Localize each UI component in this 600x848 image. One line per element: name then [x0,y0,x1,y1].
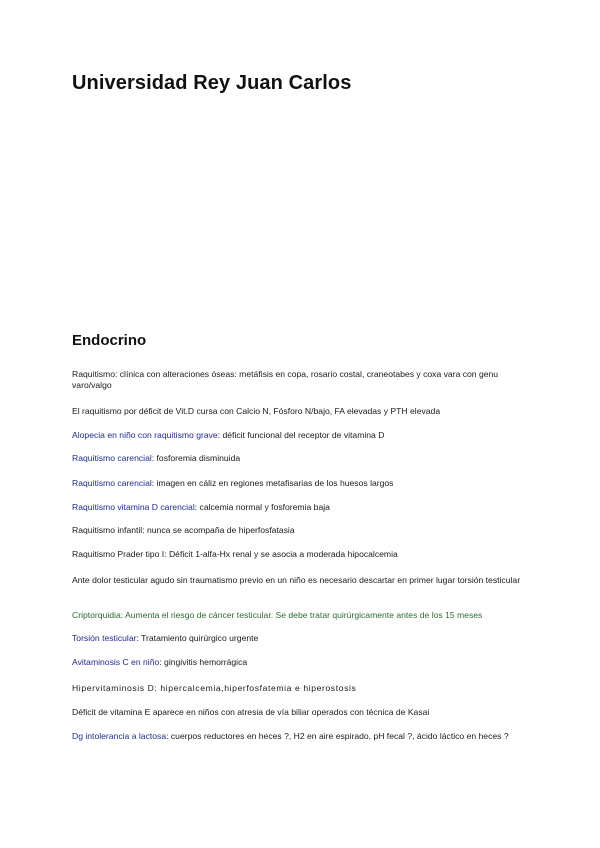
list-item [72,369,528,391]
entry-term: Torsión testicular [72,633,137,643]
list-item [72,406,528,417]
entry-term: Alopecia en niño con raquitismo grave [72,430,218,440]
entry-term: Dg intolerancia a lactosa [72,731,167,741]
list-item [72,430,528,441]
university-title: Universidad Rey Juan Carlos [72,72,352,94]
entry-text: Criptorquidia: Aumenta el riesgo de cáncer testicular. Se debe tratar quirúrgicamente antes de los 15 meses [72,610,483,620]
entry-text: Raquitismo infantil: nunca se acompaña de hiperfosfatasia [72,525,295,535]
entry-text: : fosforemia disminuida [151,453,241,463]
entry-text: : Tratamiento quirúrgico urgente [136,633,259,643]
section-title: Endocrino [72,332,147,349]
entry-text: Raquitismo Prader tipo I: Déficit 1-alfa-Hx renal y se asocia a moderada hipocalcemia [72,549,398,559]
list-item [72,525,528,536]
list-item [72,707,528,718]
entry-term: Raquitismo vitamina D carencial [72,502,195,512]
list-item [72,575,528,586]
list-item [72,731,528,742]
entry-text: Ante dolor testicular agudo sin traumatismo previo en un niño es necesario descartar en primer lugar torsión testicular [72,575,521,585]
entry-term: Avitaminosis C en niño [72,657,160,667]
entry-text: : calcemia normal y fosforemia baja [194,502,330,512]
entry-text: Hipervitaminosis D: hipercalcemia,hiperfosfatemia e hiperostosis [72,683,357,693]
list-item [72,683,528,694]
entry-text: : gingivitis hemorrágica [159,657,248,667]
entry-term: Raquitismo carencial [72,478,152,488]
list-item [72,549,528,560]
list-item [72,633,528,644]
entry-term: Raquitismo carencial [72,453,152,463]
entry-text: : imagen en cáliz en regiones metafisarias de los huesos largos [151,478,394,488]
entry-text: : déficit funcional del receptor de vitamina D [217,430,385,440]
list-item [72,502,528,513]
list-item [72,453,528,464]
entry-text: : cuerpos reductores en heces ?, H2 en aire espirado, pH fecal ?, ácido láctico en heces ? [166,731,509,741]
list-item [72,657,528,668]
list-item [72,478,528,489]
entry-text: El raquitismo por déficit de Vit.D cursa con Calcio N, Fósforo N/bajo, FA elevadas y PTH elevada [72,406,441,416]
entry-text: Raquitismo: clínica con alteraciones óseas: metáfisis en copa, rosario costal, craneotabes y coxa vara con genu varo/valgo [72,369,499,390]
entry-text: Déficit de vitamina E aparece en niños con atresia de vía biliar operados con técnica de Kasai [72,707,430,717]
list-item [72,610,528,621]
